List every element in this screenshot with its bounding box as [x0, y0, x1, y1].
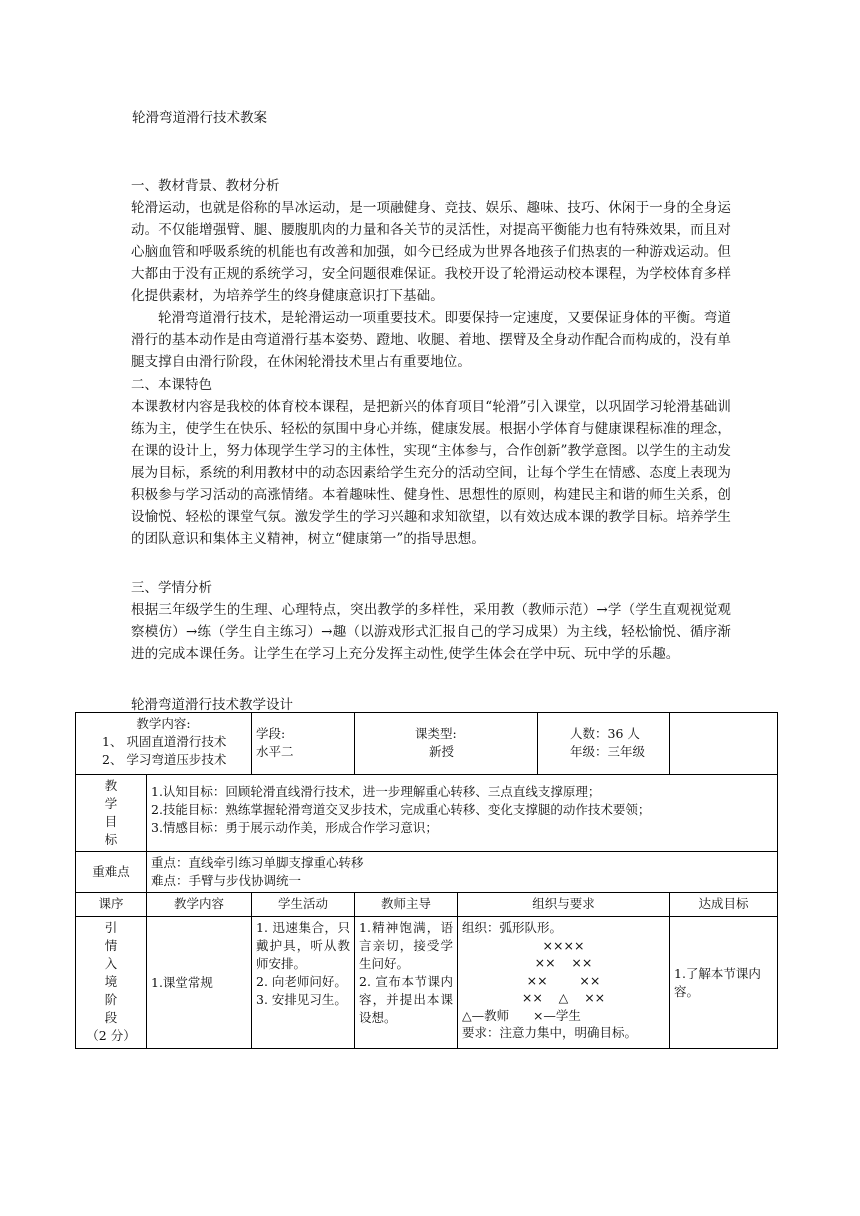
- formation-row: ×× ××: [526, 972, 601, 988]
- section-paragraph: 本课教材内容是我校的体育校本课程，是把新兴的体育项目“轮滑”引入课堂，以巩固学习轮滑基础训练为主，使学生在快乐、轻松的氛围中身心并练，健康发展。根据小学体育与健康课程标准的理念，在课的设计上，努力体现学生学习的主体性，实现“主体参与，合作创新”教学意图。以学生的主动发展为目标，系统的利用教材中的动态因素给学生充分的活动空间，让每个学生在情感、态度上表现为积极参与学习活动的高涨情绪。本着趣味性、健身性、思想性的原则，构建民主和谐的师生关系，创设愉悦、轻松的课堂气氛。激发学生的学习兴趣和求知欲望，以有效达成本课的教学目标。培养学生的团队意识和集体主义精神，树立“健康第一”的指导思想。: [131, 399, 731, 547]
- header-cell: 课序: [76, 893, 147, 917]
- teacher-guidance-item: 2. 宣布本节课内容，并提出本课设想。: [359, 974, 453, 1025]
- key-label: 重难点: [92, 864, 130, 879]
- header-cell: 学生活动: [252, 893, 355, 917]
- table-row: [76, 713, 778, 775]
- key-point: 难点：手臂与步伐协调统一: [151, 873, 302, 888]
- section-paragraph: 根据三年级学生的生理、心理特点，突出教学的多样性，采用教（教师示范）→学（学生直观视觉观察模仿）→练（学生自主练习）→趣（以游戏形式汇报自己的学习成果）为主线，轻松愉悦、循序渐进的完成本课任务。让学生在学习上充分发挥主动性,使学生体会在学中玩、玩中学的乐趣。: [131, 602, 731, 662]
- section-paragraph: 轮滑弯道滑行技术，是轮滑运动一项重要技术。即要保持一定速度，又要保证身体的平衡。弯道滑行的基本动作是由弯道滑行基本姿势、蹬地、收腿、着地、摆臂及全身动作配合而构成的，没有单腿支撑自由滑行阶段，在休闲轮滑技术里占有重要地位。: [131, 310, 731, 370]
- section-features: [131, 374, 731, 550]
- section-heading: 二、本课特色: [131, 377, 212, 393]
- stage-value: 水平二: [256, 744, 294, 759]
- student-activity-item: 3. 安排见习生。: [256, 992, 347, 1007]
- phase-char: 境: [104, 974, 118, 989]
- table-row: [76, 917, 778, 1049]
- student-activity-cell: [252, 917, 355, 1049]
- section-paragraph: 轮滑运动，也就是俗称的旱冰运动，是一项融健身、竞技、娱乐、趣味、技巧、休闲于一身的全身运动。不仅能增强臂、腿、腰腹肌肉的力量和各关节的灵活性，对提高平衡能力也有特殊效果，而且对心脑血管和呼吸系统的机能也有改善和加强，如今已经成为世界各地孩子们热衷的一种游戏运动。但大都由于没有正规的系统学习，安全问题很难保证。我校开设了轮滑运动校本课程，为学校体育多样化提供素材，为培养学生的终身健康意识打下基础。: [131, 200, 731, 304]
- table-row: [76, 775, 778, 852]
- phase-char: 段: [104, 1010, 118, 1025]
- content-label: 教学内容:: [136, 716, 191, 731]
- goals-label-char: 标: [104, 832, 118, 847]
- design-title: 轮滑弯道滑行技术教学设计: [131, 697, 293, 713]
- header-cell: 达成目标: [670, 893, 778, 917]
- student-activity-item: 1. 迅速集合，只戴护具，听从教师安排。: [256, 920, 350, 971]
- key-label-cell: [76, 852, 147, 893]
- lesson-plan-table: [75, 712, 778, 1049]
- type-label: 课类型:: [415, 726, 457, 741]
- section-heading: 一、教材背景、教材分析: [131, 178, 280, 194]
- organization-requirement: 要求：注意力集中，明确目标。: [462, 1025, 638, 1040]
- type-value: 新授: [429, 744, 455, 759]
- organization-cell: [458, 917, 670, 1049]
- header-cell: 教师主导: [355, 893, 458, 917]
- student-activity-item: 2. 向老师问好。: [256, 974, 347, 989]
- goal-item: 3.情感目标：勇于展示动作美，形成合作学习意识；: [151, 820, 438, 835]
- phase-char: 阶: [104, 992, 118, 1007]
- type-block: [355, 713, 537, 774]
- phase-duration: （2 分）: [86, 1028, 136, 1043]
- teacher-guidance-item: 1.精神饱满，语言亲切，接受学生问好。: [359, 920, 453, 971]
- phase-char: 入: [104, 956, 118, 971]
- teacher-guidance-cell: [355, 917, 458, 1049]
- formation-legend: △—教师 ×—学生: [462, 1007, 581, 1023]
- document-title: 轮滑弯道滑行技术教案: [132, 110, 267, 126]
- section-background: [131, 175, 731, 373]
- stage-label: 学段:: [256, 726, 286, 741]
- content-cell: [76, 713, 252, 775]
- content-item: 1、 巩固直道滑行技术: [102, 734, 227, 749]
- goal-text: 1.了解本节课内容。: [674, 965, 761, 999]
- goals-cell: [147, 775, 778, 852]
- count-cell: [570, 713, 778, 775]
- content-item: 2、 学习弯道压步技术: [102, 752, 227, 767]
- goals-label-cell: [76, 775, 147, 852]
- phase-char: 引: [104, 920, 118, 935]
- organization-label: 组织：弧形队形。: [462, 920, 563, 935]
- stage-cell: [252, 713, 355, 775]
- phase-cell: [76, 917, 147, 1049]
- table-row: [76, 852, 778, 893]
- formation-row: ×× ××: [534, 955, 593, 970]
- formation-row: ×× △ ××: [521, 990, 606, 1005]
- goals-label-char: 目: [104, 814, 118, 829]
- goal-item: 2.技能目标：熟练掌握轮滑弯道交叉步技术，完成重心转移、变化支撑腿的动作技术要领；: [151, 802, 651, 817]
- goal-cell: [670, 917, 778, 1049]
- content-text: 1.课堂常规: [151, 974, 213, 990]
- content-cell: [147, 917, 252, 1049]
- goals-label-char: 教: [104, 778, 118, 793]
- goal-item: 1.认知目标：回顾轮滑直线滑行技术，进一步理解重心转移、三点直线支撑原理；: [151, 784, 601, 799]
- key-points-cell: [147, 852, 778, 893]
- count-text: 人数：36 人: [570, 726, 640, 741]
- table-header-row: [76, 893, 778, 917]
- header-cell: 教学内容: [147, 893, 252, 917]
- goals-label-char: 学: [104, 796, 118, 811]
- grade-text: 年级：三年级: [570, 744, 646, 759]
- phase-char: 情: [104, 938, 118, 953]
- key-point: 重点：直线牵引练习单脚支撑重心转移: [151, 855, 364, 870]
- header-cell: 组织与要求: [458, 893, 670, 917]
- formation-row: ××××: [542, 937, 585, 953]
- section-learner-analysis: [131, 577, 731, 665]
- section-heading: 三、学情分析: [131, 580, 212, 596]
